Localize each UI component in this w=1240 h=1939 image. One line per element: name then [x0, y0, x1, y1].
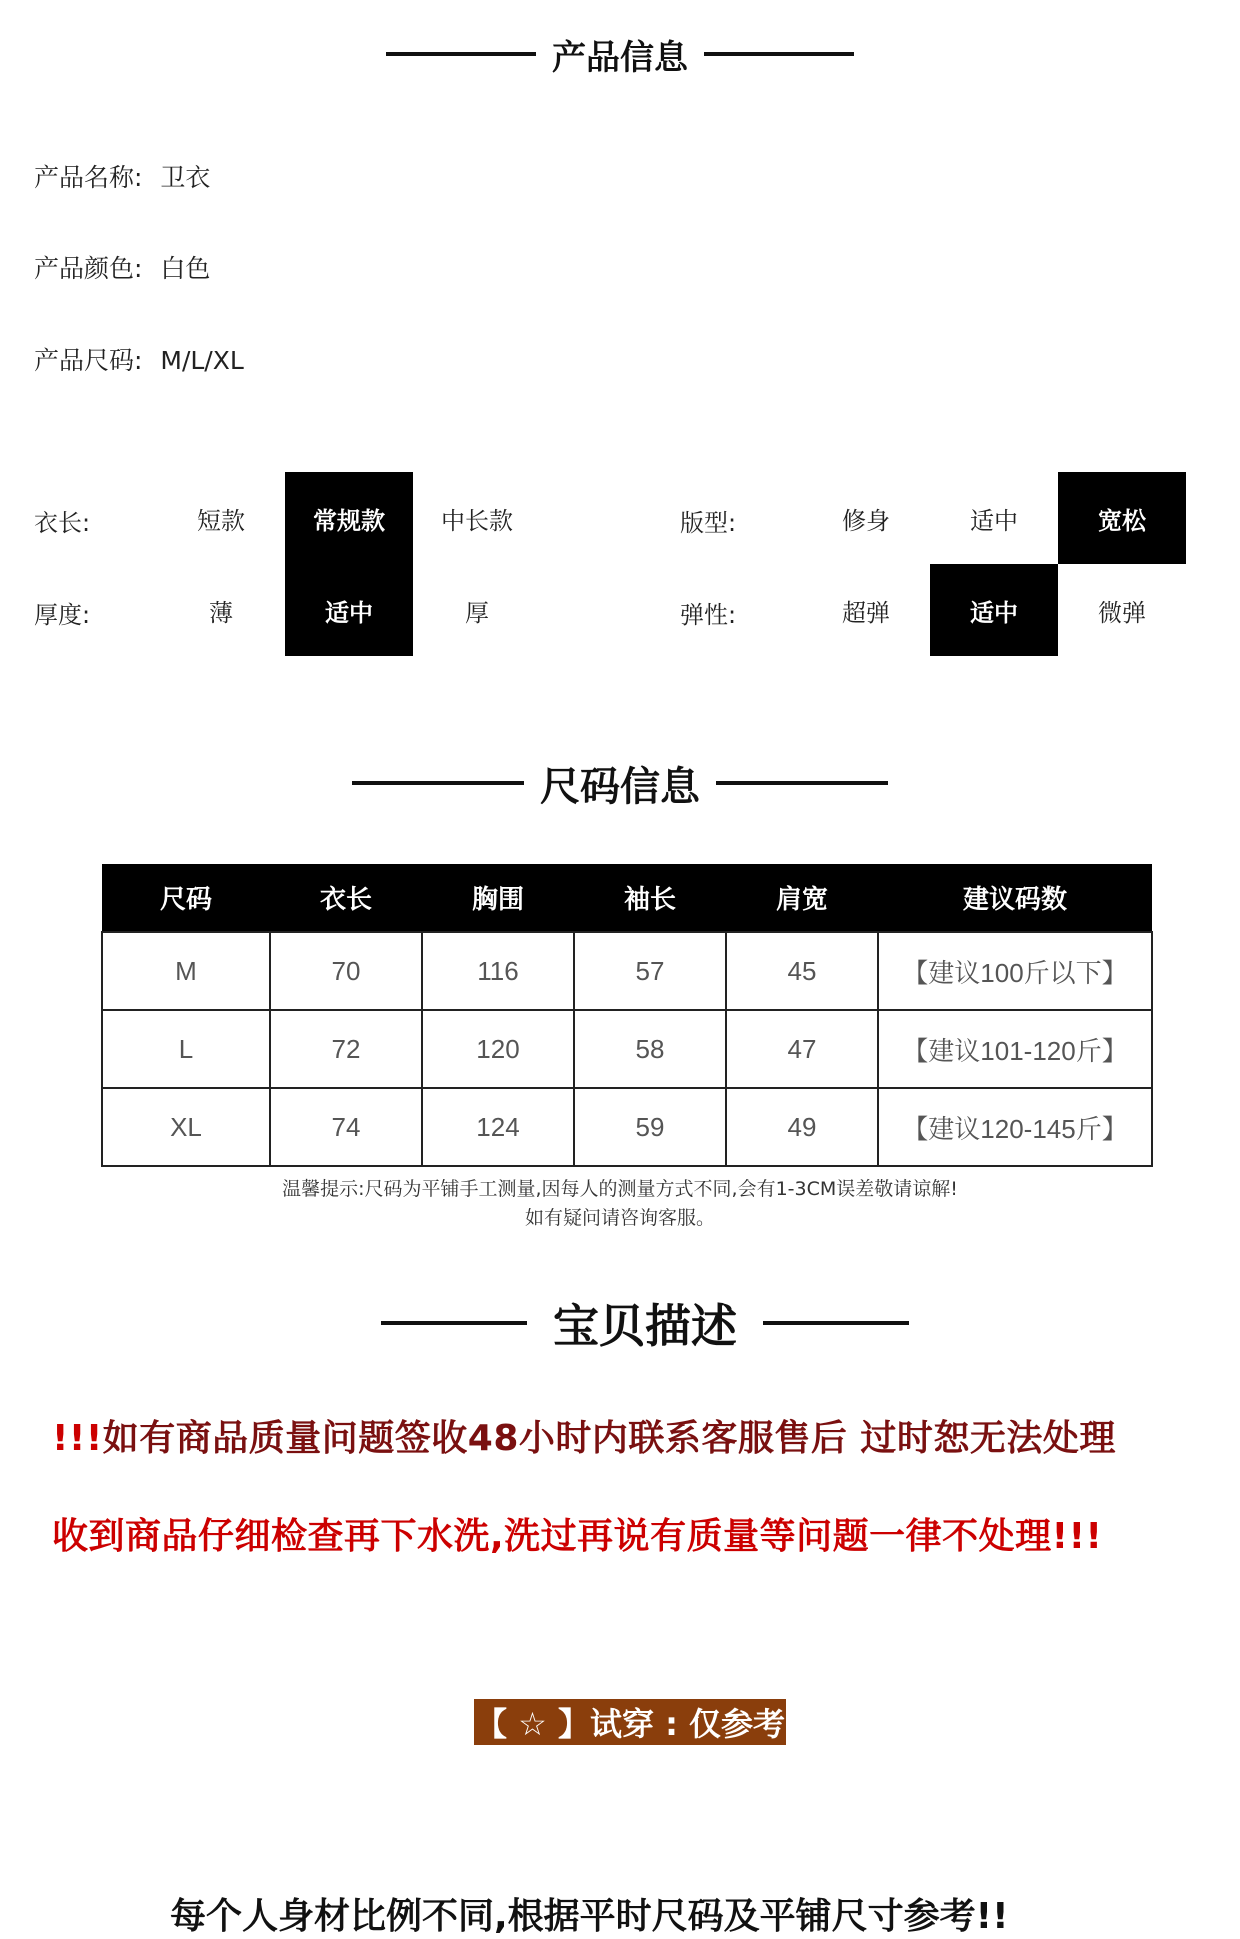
thickness-option-medium: 适中 [285, 564, 413, 656]
size-info-heading [0, 760, 1240, 810]
warning-line-1 [52, 1410, 1116, 1461]
table-cell: 47 [726, 1010, 878, 1088]
product-size-row [34, 341, 244, 377]
table-cell: 45 [726, 932, 878, 1010]
table-cell: 【建议101-120斤】 [878, 1010, 1152, 1088]
divider [381, 1321, 527, 1325]
thickness-label: 厚度: [34, 601, 91, 629]
product-size-value: M/L/XL [160, 346, 244, 375]
product-name-value: 卫衣 [160, 163, 211, 192]
length-label: 衣长: [34, 509, 91, 537]
header-length: 衣长 [270, 864, 422, 932]
table-cell: 116 [422, 932, 574, 1010]
elasticity-option-medium: 适中 [930, 564, 1058, 656]
divider [704, 52, 854, 56]
size-note-line2: 如有疑问请咨询客服。 [524, 1207, 715, 1229]
table-cell: 【建议120-145斤】 [878, 1088, 1152, 1166]
table-cell: 124 [422, 1088, 574, 1166]
length-option-regular: 常规款 [285, 472, 413, 564]
divider [386, 52, 536, 56]
product-name-label: 产品名称: [34, 163, 143, 192]
table-row [102, 932, 1152, 1010]
length-option-midlong: 中长款 [441, 506, 513, 535]
elasticity-option-super: 超弹 [842, 598, 890, 627]
section-title: 宝贝描述 [553, 1299, 737, 1353]
product-info-heading [0, 34, 1240, 78]
table-cell: 【建议100斤以下】 [878, 932, 1152, 1010]
divider [352, 781, 524, 785]
warning-exclaim: !!! [52, 1418, 103, 1459]
table-row [102, 1088, 1152, 1166]
product-name-row [34, 158, 210, 194]
table-cell: XL [102, 1088, 270, 1166]
fit-label: 版型: [680, 509, 737, 537]
thickness-option-thin: 薄 [209, 598, 233, 627]
tryon-badge: 【 ☆ 】试穿 : 仅参考 [474, 1699, 786, 1745]
table-header-row [102, 864, 1152, 932]
section-title: 产品信息 [552, 37, 688, 78]
section-title: 尺码信息 [540, 763, 700, 810]
fit-option-regular: 适中 [970, 506, 1018, 535]
header-shoulder: 肩宽 [726, 864, 878, 932]
table-cell: 59 [574, 1088, 726, 1166]
header-recommend: 建议码数 [878, 864, 1152, 932]
product-size-label: 产品尺码: [34, 346, 143, 375]
table-cell: 70 [270, 932, 422, 1010]
product-color-label: 产品颜色: [34, 254, 143, 283]
header-chest: 胸围 [422, 864, 574, 932]
description-heading [25, 1296, 1240, 1353]
product-color-row [34, 249, 210, 285]
table-cell: L [102, 1010, 270, 1088]
divider [763, 1321, 909, 1325]
warning-line-2: 收到商品仔细检查再下水洗,洗过再说有质量等问题一律不处理!!! [52, 1516, 1103, 1557]
warning-text: 如有商品质量问题签收48小时内联系客服售后 过时恕无法处理 [102, 1418, 1116, 1459]
thickness-option-thick: 厚 [465, 598, 489, 627]
table-cell: M [102, 932, 270, 1010]
divider [716, 781, 888, 785]
table-cell: 57 [574, 932, 726, 1010]
table-cell: 58 [574, 1010, 726, 1088]
size-note-line1: 温馨提示:尺码为平铺手工测量,因每人的测量方式不同,会有1-3CM误差敬请谅解! [282, 1178, 958, 1200]
bottom-partial-text: 每个人身材比例不同,根据平时尺码及平铺尺寸参考!! [170, 1896, 1009, 1937]
fit-option-slim: 修身 [842, 506, 890, 535]
size-table [101, 864, 1153, 1167]
table-cell: 72 [270, 1010, 422, 1088]
product-color-value: 白色 [160, 254, 211, 283]
table-cell: 49 [726, 1088, 878, 1166]
elasticity-option-slight: 微弹 [1098, 598, 1146, 627]
length-option-short: 短款 [197, 506, 245, 535]
header-size: 尺码 [102, 864, 270, 932]
table-cell: 74 [270, 1088, 422, 1166]
elasticity-label: 弹性: [680, 601, 737, 629]
header-sleeve: 袖长 [574, 864, 726, 932]
fit-option-loose: 宽松 [1058, 472, 1186, 564]
table-cell: 120 [422, 1010, 574, 1088]
table-row [102, 1010, 1152, 1088]
